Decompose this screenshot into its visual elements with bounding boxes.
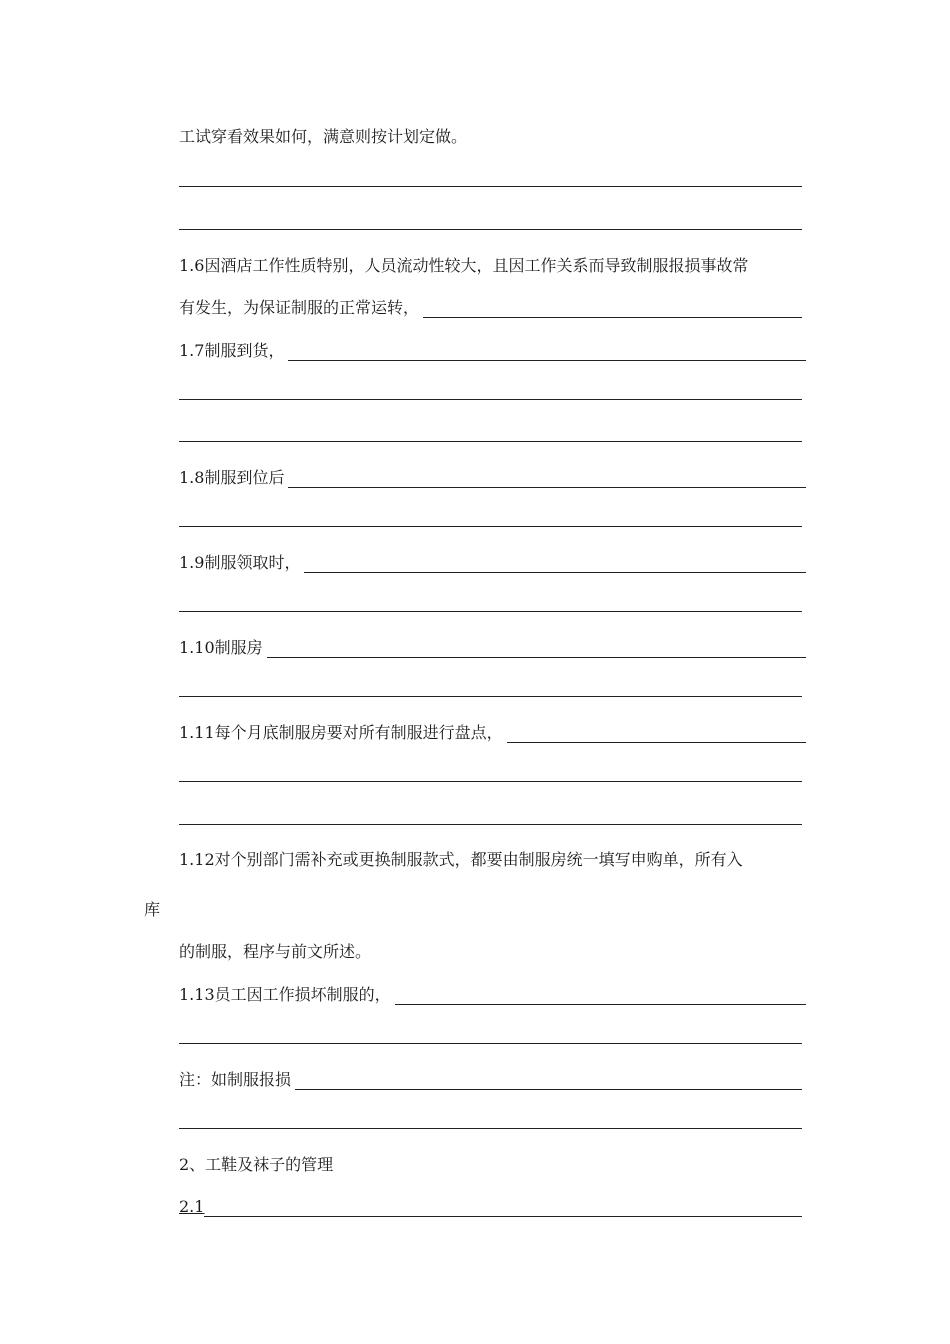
item-1-12-line-2: 库 (144, 900, 161, 919)
item-1-6-line-2 (179, 298, 802, 318)
item-1-11-label: 1.11每个月底制服房要对所有制服进行盘点， (179, 723, 503, 742)
blank-fill (507, 727, 806, 743)
item-1-8-label: 1.8制服到位后 (179, 468, 285, 487)
item-1-12-line-3: 的制服，程序与前文所述。 (179, 942, 372, 961)
item-1-7-label: 1.7制服到货， (179, 341, 285, 360)
blank-rule (179, 526, 802, 527)
text-line-top: 工试穿看效果如何，满意则按计划定做。 (179, 127, 468, 146)
blank-fill (395, 989, 806, 1005)
blank-rule (179, 781, 802, 782)
blank-rule (179, 1043, 802, 1044)
blank-fill (288, 472, 806, 488)
blank-rule (179, 441, 802, 442)
blank-fill (267, 642, 806, 658)
item-1-11 (179, 723, 806, 743)
item-1-6-line-1: 1.6因酒店工作性质特别，人员流动性较大，且因工作关系而导致制服报损事故常 (179, 256, 749, 275)
item-1-10-label: 1.10制服房 (179, 638, 263, 657)
item-1-8 (179, 468, 806, 488)
blank-fill (204, 1201, 802, 1217)
section-2-heading: 2、工鞋及袜子的管理 (179, 1155, 334, 1174)
blank-rule (179, 1128, 802, 1129)
item-1-6-label: 有发生，为保证制服的正常运转， (179, 298, 420, 317)
item-1-9 (179, 553, 806, 573)
note-line (179, 1070, 802, 1090)
blank-fill (288, 345, 806, 361)
blank-rule (179, 186, 802, 187)
blank-rule (179, 611, 802, 612)
item-2-1-label: 2.1 (179, 1197, 205, 1216)
blank-fill (295, 1074, 802, 1090)
item-1-12-line-1: 1.12对个别部门需补充或更换制服款式，都要由制服房统一填写申购单，所有入 (179, 850, 743, 869)
blank-rule (179, 696, 802, 697)
item-2-1 (179, 1197, 802, 1217)
blank-rule (179, 229, 802, 230)
item-1-7 (179, 341, 806, 361)
item-1-10 (179, 638, 806, 658)
item-1-13-label: 1.13员工因工作损坏制服的， (179, 985, 391, 1004)
item-1-13 (179, 985, 806, 1005)
item-1-9-label: 1.9制服领取时， (179, 553, 301, 572)
blank-rule (179, 399, 802, 400)
note-label: 注：如制服报损 (179, 1070, 292, 1089)
blank-fill (423, 302, 802, 318)
blank-fill (304, 557, 806, 573)
blank-rule (179, 824, 802, 825)
